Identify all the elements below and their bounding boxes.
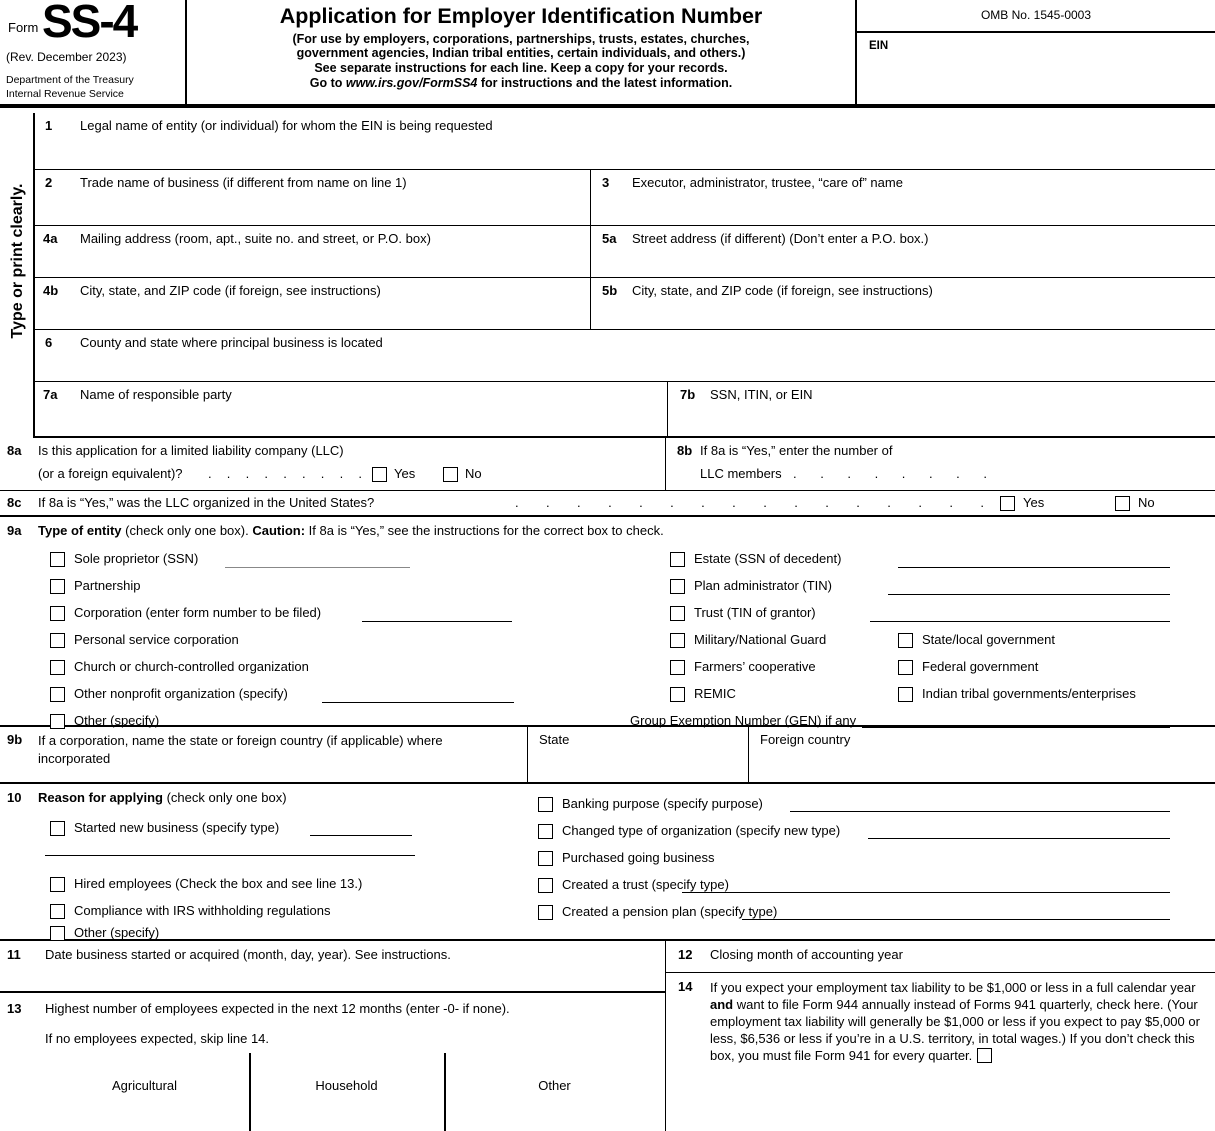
line9b-foreign-input-area[interactable]: [760, 751, 1200, 779]
line9b-label: If a corporation, name the state or foreign country (if applicable) where incorporated: [38, 733, 443, 766]
checkbox-started-new-business[interactable]: [50, 821, 65, 836]
line8a-no-label: No: [465, 466, 482, 481]
form-header: [0, 0, 1215, 108]
omb-cell: [857, 0, 1215, 33]
line4b-5b-row: [33, 278, 1215, 330]
line9b-state-label: State: [539, 732, 570, 747]
line11-label: Date business started or acquired (month, day, year). See instructions.: [45, 947, 451, 962]
checkbox-irs-withholding[interactable]: [50, 904, 65, 919]
line5b-number: 5b: [602, 283, 618, 298]
line6-input-area[interactable]: [80, 354, 1180, 378]
estate-ssn-blank[interactable]: [898, 566, 1170, 568]
line4b-5b-divider: [590, 278, 591, 330]
plan-admin-tin-blank[interactable]: [888, 593, 1170, 595]
agency-dept: Department of the Treasury: [6, 74, 134, 86]
line5b-label: City, state, and ZIP code (if foreign, see instructions): [632, 283, 933, 298]
form-subtitle-3: See separate instructions for each line. Keep a copy for your records.: [314, 61, 728, 75]
reason-created-trust-label: Created a trust (specify type): [562, 877, 729, 892]
line7b-label: SSN, ITIN, or EIN: [710, 387, 813, 402]
created-trust-type-blank[interactable]: [682, 891, 1170, 893]
line12-row: [665, 941, 1215, 973]
line8b-label-1: If 8a is “Yes,” enter the number of: [700, 443, 893, 458]
line4b-label: City, state, and ZIP code (if foreign, see instructions): [80, 283, 381, 298]
checkbox-church[interactable]: [50, 660, 65, 675]
line4b-number: 4b: [43, 283, 59, 298]
checkbox-banking-purpose[interactable]: [538, 797, 553, 812]
line11-number: 11: [7, 947, 21, 962]
entity-corporation-label: Corporation (enter form number to be filed): [74, 605, 322, 620]
line9b-foreign-label: Foreign country: [760, 732, 851, 747]
reason-changed-org-label: Changed type of organization (specify new type): [562, 823, 841, 838]
form-title: Application for Employer Identification Number: [279, 4, 763, 28]
changed-org-type-blank[interactable]: [868, 837, 1170, 839]
line5b-input-area[interactable]: [632, 302, 1192, 326]
line4a-5a-divider: [590, 226, 591, 278]
reason-banking-label: Banking purpose (specify purpose): [562, 796, 763, 811]
caution-bold: Caution:: [252, 523, 306, 538]
agency-irs: Internal Revenue Service: [6, 88, 124, 100]
type-of-entity-rest: (check only one box).: [121, 523, 253, 538]
line2-number: 2: [45, 175, 53, 190]
line8b-members-input-area[interactable]: [1000, 462, 1200, 488]
banking-purpose-blank[interactable]: [790, 810, 1170, 812]
entity-military-label: Military/National Guard: [694, 632, 827, 647]
line8a-label-2: (or a foreign equivalent)?: [38, 466, 183, 481]
trust-tin-blank[interactable]: [870, 620, 1170, 622]
line7b-input-area[interactable]: [710, 406, 1190, 434]
line13-number: 13: [7, 1001, 22, 1016]
line6-label: County and state where principal business is located: [80, 335, 383, 350]
line14-row: [665, 973, 1215, 1131]
line14-paragraph: [710, 979, 1205, 1064]
line8c-number: 8c: [7, 495, 22, 510]
line8a-yes-label: Yes: [394, 466, 416, 481]
ein-input-area[interactable]: [902, 36, 1207, 104]
entity-farmers-coop-label: Farmers’ cooperative: [694, 659, 816, 674]
checkbox-8c-no[interactable]: [1115, 496, 1130, 511]
header-title-block: [185, 0, 857, 108]
line5a-number: 5a: [602, 231, 617, 246]
entity-trust-label: Trust (TIN of grantor): [694, 605, 816, 620]
checkbox-personal-service-corp[interactable]: [50, 633, 65, 648]
line13-row: [0, 993, 665, 1131]
goto-text: Go to: [309, 76, 346, 90]
line8c-dot-leader: . . . . . . . . . . . . . . . .: [515, 495, 985, 510]
line6-row: [33, 330, 1215, 382]
checkbox-created-trust[interactable]: [538, 878, 553, 893]
entity-plan-admin-label: Plan administrator (TIN): [694, 578, 832, 593]
line9b-foreign-divider: [748, 727, 749, 784]
line3-number: 3: [602, 175, 610, 190]
checkbox-federal-gov[interactable]: [898, 660, 913, 675]
checkbox-remic[interactable]: [670, 687, 685, 702]
checkbox-purchased-business[interactable]: [538, 851, 553, 866]
checkbox-partnership[interactable]: [50, 579, 65, 594]
line9b-row: [0, 727, 1215, 784]
caution-rest: If 8a is “Yes,” see the instructions for the correct box to check.: [305, 523, 664, 538]
line4a-5a-row: [33, 226, 1215, 278]
entity-sole-proprietor-label: Sole proprietor (SSN): [74, 551, 199, 566]
reason-hired-employees-label: Hired employees (Check the box and see line 13.): [74, 876, 363, 891]
line13-label-1: Highest number of employees expected in the next 12 months (enter -0- if none).: [45, 1001, 510, 1016]
line12-number: 12: [678, 947, 693, 962]
line1-input-area[interactable]: [80, 137, 1180, 165]
line8a-8b-row: [0, 438, 1215, 491]
checkbox-hired-employees[interactable]: [50, 877, 65, 892]
line14-text-1: If you expect your employment tax liability to be $1,000 or less in a full calendar year: [710, 980, 1196, 995]
line13-household-label: Household: [315, 1078, 378, 1093]
reason-started-business-label: Started new business (specify type): [74, 820, 280, 835]
line7a-label: Name of responsible party: [80, 387, 232, 402]
checkbox-created-pension-plan[interactable]: [538, 905, 553, 920]
line14-text-2: want to file Form 944 annually instead of Forms 941 quarterly, check here. (Your employment tax liability will generally be $1,000 or less if you expect to pay $5,000 or less, $6,536 or less if you’re in a U.S. territory, in total wages.) If you don’t check this box, you must file Form 941 for every quarter.: [710, 997, 1200, 1063]
started-business-type-blank[interactable]: [310, 834, 412, 836]
form-word: Form: [8, 20, 39, 35]
line13-household-input-area[interactable]: [252, 1098, 441, 1128]
reason-pension-plan-label: Created a pension plan (specify type): [562, 904, 778, 919]
entity-church-label: Church or church-controlled organization: [74, 659, 309, 674]
line9a-row: [0, 517, 1215, 727]
checkbox-trust[interactable]: [670, 606, 685, 621]
line13-other-input-area[interactable]: [447, 1098, 662, 1128]
form-number: SS-4: [42, 0, 137, 47]
line10-header: [38, 790, 287, 805]
entity-estate-label: Estate (SSN of decedent): [694, 551, 842, 566]
started-business-type-blank-2[interactable]: [45, 854, 415, 856]
line7a-7b-row: [33, 382, 1215, 438]
other-nonprofit-specify-blank[interactable]: [322, 701, 514, 703]
line10-number: 10: [7, 790, 22, 805]
entity-personal-service-label: Personal service corporation: [74, 632, 239, 647]
entity-remic-label: REMIC: [694, 686, 736, 701]
line3-label: Executor, administrator, trustee, “care of” name: [632, 175, 903, 190]
checkbox-other-reason[interactable]: [50, 926, 65, 941]
line14-number: 14: [678, 979, 693, 994]
pension-plan-type-blank[interactable]: [742, 918, 1170, 920]
line12-label: Closing month of accounting year: [710, 947, 903, 962]
line7b-number: 7b: [680, 387, 696, 402]
line5a-label: Street address (if different) (Don’t enter a P.O. box.): [632, 231, 929, 246]
checkbox-other-nonprofit[interactable]: [50, 687, 65, 702]
line4a-number: 4a: [43, 231, 58, 246]
header-left-block: [0, 0, 185, 108]
line5a-input-area[interactable]: [632, 250, 1192, 274]
checkbox-8c-yes[interactable]: [1000, 496, 1015, 511]
form-subtitle-2: government agencies, Indian tribal entities, certain individuals, and others.): [296, 46, 746, 60]
line8c-row: [0, 491, 1215, 517]
reason-for-applying-bold: Reason for applying: [38, 790, 163, 805]
checkbox-indian-tribal[interactable]: [898, 687, 913, 702]
type-of-entity-bold: Type of entity: [38, 523, 122, 538]
line2-3-row: [33, 170, 1215, 226]
form-subtitle-4: [187, 76, 855, 90]
line13-label-2: If no employees expected, skip line 14.: [45, 1031, 270, 1046]
line13-agricultural-input-area[interactable]: [40, 1098, 245, 1128]
ein-label: EIN: [869, 40, 889, 52]
line8b-label-2: LLC members: [700, 466, 782, 481]
entity-state-local-label: State/local government: [922, 632, 1055, 647]
line2-input-area[interactable]: [80, 194, 580, 222]
line4a-label: Mailing address (room, apt., suite no. and street, or P.O. box): [80, 231, 431, 246]
line7a-input-area[interactable]: [80, 406, 660, 434]
line8c-yes-label: Yes: [1023, 495, 1045, 510]
reason-other-label: Other (specify): [74, 925, 160, 940]
checkbox-8a-no[interactable]: [443, 467, 458, 482]
line8a-label-1: Is this application for a limited liability company (LLC): [38, 443, 344, 458]
line9b-state-divider: [527, 727, 528, 784]
line9b-state-input-area[interactable]: [539, 751, 739, 779]
goto-text-rest: for instructions and the latest information.: [477, 76, 733, 90]
irs-url: www.irs.gov/FormSS4: [345, 76, 478, 90]
line7a-7b-divider: [667, 382, 668, 438]
line8a-number: 8a: [7, 443, 22, 458]
line13-agricultural-label: Agricultural: [111, 1078, 178, 1093]
line7a-number: 7a: [43, 387, 58, 402]
line3-input-area[interactable]: [632, 194, 1192, 222]
checkbox-14-form944[interactable]: [977, 1048, 992, 1063]
reason-compliance-label: Compliance with IRS withholding regulations: [74, 903, 331, 918]
form-revision: (Rev. December 2023): [6, 50, 127, 64]
entity-other-label: Other (specify): [74, 713, 160, 728]
line8c-no-label: No: [1138, 495, 1155, 510]
reason-purchased-label: Purchased going business: [562, 850, 715, 865]
form-subtitle-1: (For use by employers, corporations, partnerships, trusts, estates, churches,: [292, 32, 750, 46]
omb-number: OMB No. 1545-0003: [980, 8, 1092, 22]
checkbox-estate[interactable]: [670, 552, 685, 567]
header-right-block: [857, 0, 1215, 108]
line1-number: 1: [45, 118, 53, 133]
entity-partnership-label: Partnership: [74, 578, 141, 593]
line9a-header: [38, 523, 664, 538]
entity-other-nonprofit-label: Other nonprofit organization (specify): [74, 686, 288, 701]
checkbox-military[interactable]: [670, 633, 685, 648]
checkbox-sole-proprietor[interactable]: [50, 552, 65, 567]
line1-row: [33, 113, 1215, 170]
line14-and-bold: and: [710, 997, 734, 1012]
line12-input-area[interactable]: [965, 945, 1205, 969]
entity-federal-gov-label: Federal government: [922, 659, 1039, 674]
type-or-print-clearly-label: Type or print clearly.: [9, 183, 26, 339]
line13-other-label: Other: [538, 1078, 571, 1093]
line1-label: Legal name of entity (or individual) for whom the EIN is being requested: [80, 118, 493, 133]
line10-row: [0, 784, 1215, 941]
checkbox-plan-administrator[interactable]: [670, 579, 685, 594]
line4b-input-area[interactable]: [80, 302, 580, 326]
sole-proprietor-ssn-blank[interactable]: [225, 566, 410, 568]
line2-3-divider: [590, 170, 591, 226]
checkbox-corporation[interactable]: [50, 606, 65, 621]
line8b-number: 8b: [677, 443, 693, 458]
line6-number: 6: [45, 335, 53, 350]
entity-indian-tribal-label: Indian tribal governments/enterprises: [922, 686, 1136, 701]
line2-label: Trade name of business (if different from name on line 1): [80, 175, 407, 190]
line11-row: [0, 941, 665, 993]
line9a-number: 9a: [7, 523, 22, 538]
corporation-form-number-blank[interactable]: [362, 620, 512, 622]
line8c-label: If 8a is “Yes,” was the LLC organized in the United States?: [38, 495, 375, 510]
group-exemption-label: Group Exemption Number (GEN) if any: [630, 713, 857, 728]
checkbox-state-local-gov[interactable]: [898, 633, 913, 648]
line4a-input-area[interactable]: [80, 250, 580, 274]
checkbox-changed-org-type[interactable]: [538, 824, 553, 839]
line9b-number: 9b: [7, 732, 23, 747]
line8b-dot-leader: . . . . . . . .: [793, 466, 988, 481]
line8a-8b-divider: [665, 438, 666, 491]
reason-for-applying-rest: (check only one box): [162, 790, 287, 805]
line11-input-area[interactable]: [45, 967, 625, 991]
checkbox-8a-yes[interactable]: [372, 467, 387, 482]
line8a-dot-leader: . . . . . . . . .: [208, 466, 363, 481]
checkbox-farmers-coop[interactable]: [670, 660, 685, 675]
